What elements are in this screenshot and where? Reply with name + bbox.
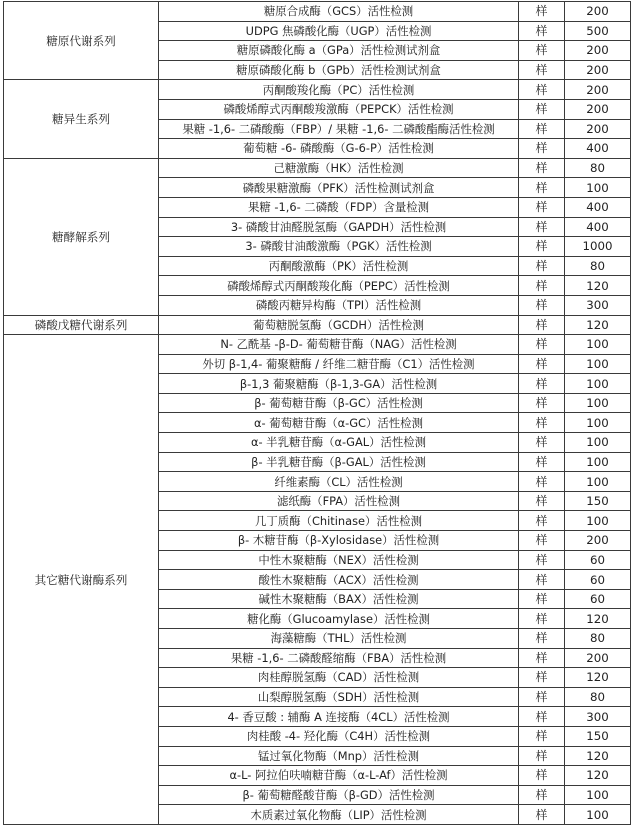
unit-cell: 样 (519, 491, 565, 511)
table-row (4, 80, 631, 100)
product-name-cell: 肉桂酸 -4- 羟化酶（C4H）活性检测 (159, 726, 519, 746)
category-cell: 磷酸戊糖代谢系列 (4, 315, 159, 335)
price-cell: 120 (565, 609, 631, 629)
product-name-cell: 葡萄糖脱氢酶（GCDH）活性检测 (159, 315, 519, 335)
product-name-cell: 碱性木聚糖酶（BAX）活性检测 (159, 589, 519, 609)
price-cell: 200 (565, 80, 631, 100)
product-name-cell: 糖原磷酸化酶 a（GPa）活性检测试剂盒 (159, 41, 519, 61)
table-row (4, 335, 631, 355)
product-name-cell: β- 半乳糖苷酶（β-GAL）活性检测 (159, 452, 519, 472)
unit-cell: 样 (519, 393, 565, 413)
unit-cell: 样 (519, 80, 565, 100)
price-cell: 200 (565, 648, 631, 668)
unit-cell: 样 (519, 452, 565, 472)
unit-cell: 样 (519, 237, 565, 257)
price-cell: 100 (565, 393, 631, 413)
product-name-cell: 几丁质酶（Chitinase）活性检测 (159, 511, 519, 531)
product-name-cell: 糖化酶（Glucoamylase）活性检测 (159, 609, 519, 629)
unit-cell: 样 (519, 726, 565, 746)
unit-cell: 样 (519, 433, 565, 453)
price-cell: 80 (565, 629, 631, 649)
unit-cell: 样 (519, 629, 565, 649)
unit-cell: 样 (519, 60, 565, 80)
unit-cell: 样 (519, 158, 565, 178)
price-cell: 200 (565, 119, 631, 139)
price-cell: 200 (565, 531, 631, 551)
product-name-cell: 磷酸烯醇式丙酮酸羧激酶（PEPCK）活性检测 (159, 99, 519, 119)
product-name-cell: α- 葡萄糖苷酶（α-GC）活性检测 (159, 413, 519, 433)
product-name-cell: β- 葡萄糖苷酶（β-GC）活性检测 (159, 393, 519, 413)
unit-cell: 样 (519, 570, 565, 590)
product-name-cell: 果糖 -1,6- 二磷酸酶（FBP）/ 果糖 -1,6- 二磷酸酯酶活性检测 (159, 119, 519, 139)
unit-cell: 样 (519, 295, 565, 315)
category-cell: 糖异生系列 (4, 80, 159, 158)
unit-cell: 样 (519, 511, 565, 531)
price-cell: 200 (565, 99, 631, 119)
category-cell: 糖原代谢系列 (4, 2, 159, 80)
product-name-cell: 磷酸丙糖异构酶（TPI）活性检测 (159, 295, 519, 315)
product-name-cell: 己糖激酶（HK）活性检测 (159, 158, 519, 178)
product-name-cell: β- 木糖苷酶（β-Xylosidase）活性检测 (159, 531, 519, 551)
price-cell: 80 (565, 158, 631, 178)
product-name-cell: 外切 β-1,4- 葡聚糖酶 / 纤维二糖苷酶（C1）活性检测 (159, 354, 519, 374)
unit-cell: 样 (519, 766, 565, 786)
price-cell: 80 (565, 256, 631, 276)
price-cell: 120 (565, 668, 631, 688)
unit-cell: 样 (519, 707, 565, 727)
category-cell: 其它糖代谢酶系列 (4, 335, 159, 825)
unit-cell: 样 (519, 21, 565, 41)
product-name-cell: 酸性木聚糖酶（ACX）活性检测 (159, 570, 519, 590)
price-cell: 300 (565, 707, 631, 727)
price-cell: 100 (565, 374, 631, 394)
unit-cell: 样 (519, 785, 565, 805)
price-cell: 100 (565, 805, 631, 825)
price-cell: 100 (565, 472, 631, 492)
product-name-cell: 糖原合成酶（GCS）活性检测 (159, 2, 519, 22)
unit-cell: 样 (519, 374, 565, 394)
price-table (3, 1, 631, 825)
unit-cell: 样 (519, 687, 565, 707)
product-name-cell: 丙酮酸激酶（PK）活性检测 (159, 256, 519, 276)
price-cell: 60 (565, 570, 631, 590)
product-name-cell: 磷酸果糖激酶（PFK）活性检测试剂盒 (159, 178, 519, 198)
product-name-cell: N- 乙酰基 -β-D- 葡萄糖苷酶（NAG）活性检测 (159, 335, 519, 355)
table-row (4, 315, 631, 335)
unit-cell: 样 (519, 99, 565, 119)
product-name-cell: 3- 磷酸甘油酸激酶（PGK）活性检测 (159, 237, 519, 257)
price-cell: 400 (565, 197, 631, 217)
price-cell: 80 (565, 687, 631, 707)
price-cell: 100 (565, 452, 631, 472)
price-cell: 400 (565, 217, 631, 237)
price-cell: 300 (565, 295, 631, 315)
unit-cell: 样 (519, 178, 565, 198)
price-cell: 60 (565, 550, 631, 570)
unit-cell: 样 (519, 2, 565, 22)
category-cell: 糖酵解系列 (4, 158, 159, 315)
unit-cell: 样 (519, 550, 565, 570)
price-cell: 200 (565, 2, 631, 22)
price-table-body (4, 2, 631, 825)
product-name-cell: β-1,3 葡聚糖酶（β-1,3-GA）活性检测 (159, 374, 519, 394)
product-name-cell: 锰过氧化物酶（Mnp）活性检测 (159, 746, 519, 766)
product-name-cell: 4- 香豆酸 : 辅酶 A 连接酶（4CL）活性检测 (159, 707, 519, 727)
product-name-cell: 山梨醇脱氢酶（SDH）活性检测 (159, 687, 519, 707)
unit-cell: 样 (519, 413, 565, 433)
price-cell: 150 (565, 726, 631, 746)
product-name-cell: 肉桂醇脱氢酶（CAD）活性检测 (159, 668, 519, 688)
unit-cell: 样 (519, 609, 565, 629)
unit-cell: 样 (519, 119, 565, 139)
price-cell: 100 (565, 178, 631, 198)
unit-cell: 样 (519, 256, 565, 276)
price-cell: 200 (565, 41, 631, 61)
price-cell: 100 (565, 413, 631, 433)
unit-cell: 样 (519, 589, 565, 609)
unit-cell: 样 (519, 335, 565, 355)
unit-cell: 样 (519, 276, 565, 296)
price-cell: 400 (565, 139, 631, 159)
price-cell: 200 (565, 60, 631, 80)
product-name-cell: 木质素过氧化物酶（LIP）活性检测 (159, 805, 519, 825)
table-row (4, 158, 631, 178)
unit-cell: 样 (519, 531, 565, 551)
unit-cell: 样 (519, 746, 565, 766)
unit-cell: 样 (519, 41, 565, 61)
product-name-cell: 果糖 -1,6- 二磷酸（FDP）含量检测 (159, 197, 519, 217)
unit-cell: 样 (519, 139, 565, 159)
price-cell: 100 (565, 354, 631, 374)
product-name-cell: 葡萄糖 -6- 磷酸酶（G-6-P）活性检测 (159, 139, 519, 159)
product-name-cell: UDPG 焦磷酸化酶（UGP）活性检测 (159, 21, 519, 41)
product-name-cell: α- 半乳糖苷酶（α-GAL）活性检测 (159, 433, 519, 453)
product-name-cell: 滤纸酶（FPA）活性检测 (159, 491, 519, 511)
unit-cell: 样 (519, 668, 565, 688)
product-name-cell: 纤维素酶（CL）活性检测 (159, 472, 519, 492)
price-cell: 120 (565, 276, 631, 296)
price-cell: 100 (565, 433, 631, 453)
price-cell: 1000 (565, 237, 631, 257)
product-name-cell: 中性木聚糖酶（NEX）活性检测 (159, 550, 519, 570)
product-name-cell: α-L- 阿拉伯呋喃糖苷酶（α-L-Af）活性检测 (159, 766, 519, 786)
unit-cell: 样 (519, 217, 565, 237)
product-name-cell: β- 葡萄糖醛酸苷酶（β-GD）活性检测 (159, 785, 519, 805)
product-name-cell: 果糖 -1,6- 二磷酸醛缩酶（FBA）活性检测 (159, 648, 519, 668)
price-cell: 100 (565, 511, 631, 531)
price-cell: 100 (565, 785, 631, 805)
unit-cell: 样 (519, 197, 565, 217)
price-cell: 150 (565, 491, 631, 511)
unit-cell: 样 (519, 805, 565, 825)
product-name-cell: 糖原磷酸化酶 b（GPb）活性检测试剂盒 (159, 60, 519, 80)
price-cell: 120 (565, 746, 631, 766)
table-row (4, 2, 631, 22)
price-cell: 100 (565, 335, 631, 355)
unit-cell: 样 (519, 354, 565, 374)
price-cell: 60 (565, 589, 631, 609)
price-cell: 500 (565, 21, 631, 41)
price-cell: 120 (565, 766, 631, 786)
unit-cell: 样 (519, 315, 565, 335)
product-name-cell: 丙酮酸羧化酶（PC）活性检测 (159, 80, 519, 100)
product-name-cell: 海藻糖酶（THL）活性检测 (159, 629, 519, 649)
price-cell: 120 (565, 315, 631, 335)
product-name-cell: 磷酸烯醇式丙酮酸羧化酶（PEPC）活性检测 (159, 276, 519, 296)
unit-cell: 样 (519, 472, 565, 492)
unit-cell: 样 (519, 648, 565, 668)
product-name-cell: 3- 磷酸甘油醛脱氢酶（GAPDH）活性检测 (159, 217, 519, 237)
